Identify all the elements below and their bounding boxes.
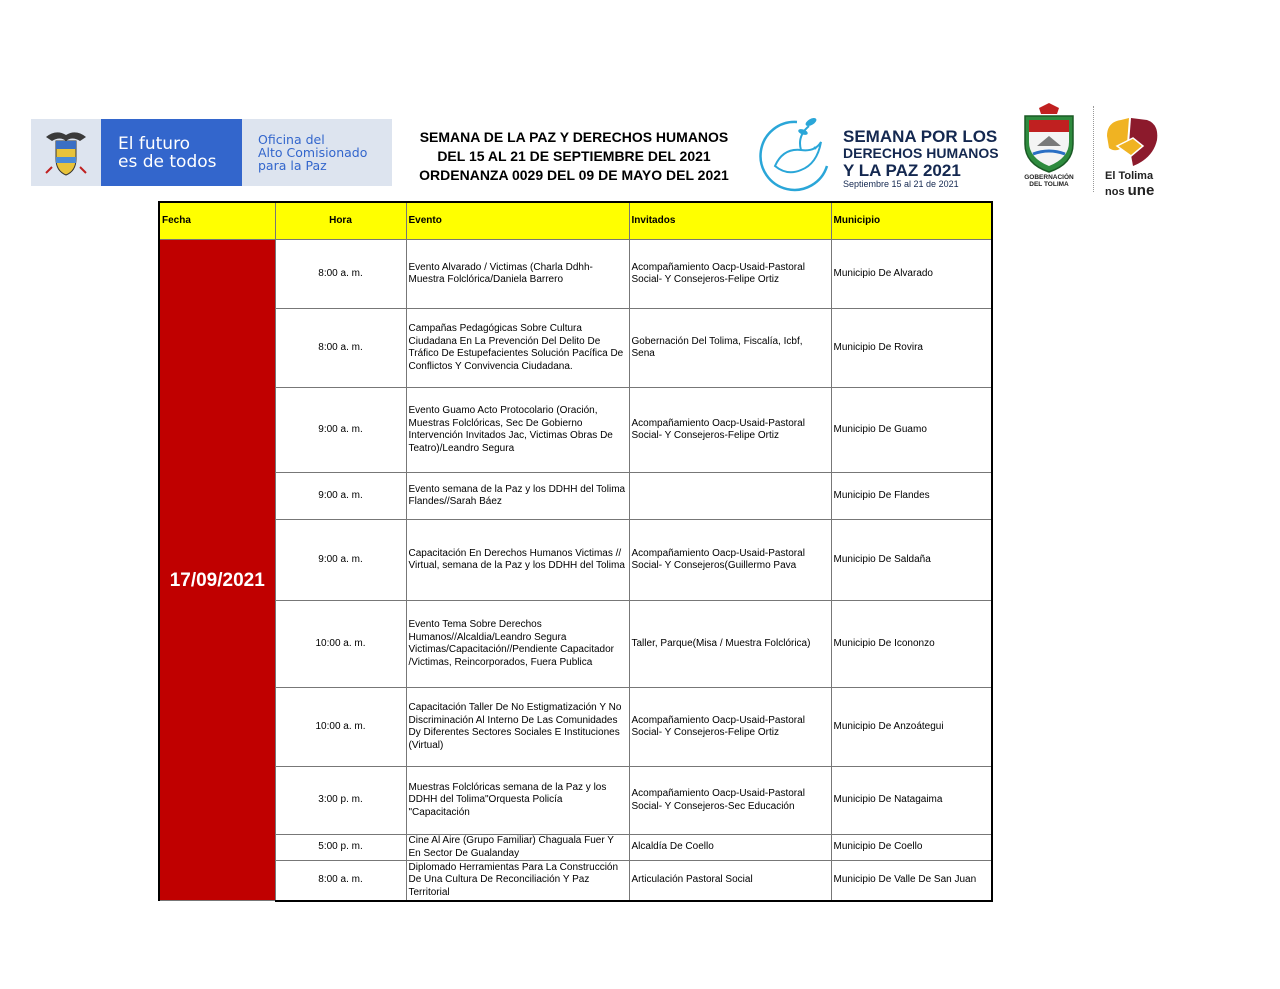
table-row xyxy=(159,240,992,309)
hora-cell: 9:00 a. m. xyxy=(275,473,406,520)
municipio-cell: Municipio De Icononzo xyxy=(831,601,992,688)
une-logo-text: El Tolima nos une xyxy=(1105,170,1155,199)
hora-cell: 8:00 a. m. xyxy=(275,861,406,901)
dove-icon xyxy=(757,108,837,198)
hora-cell: 8:00 a. m. xyxy=(275,309,406,388)
municipio-cell: Municipio De Coello xyxy=(831,835,992,861)
header-municipio: Municipio xyxy=(831,202,992,240)
evento-cell: Capacitación Taller De No Estigmatización Y No Discriminación Al Interno De Las Comunidades Dy Diferentes Sectores Sociales E Instituciones (Virtual) xyxy=(406,688,629,767)
slogan-line: El futuro xyxy=(118,133,191,154)
gov-slogan xyxy=(101,119,240,186)
invitados-cell: Acompañamiento Oacp-Usaid-Pastoral Social- Y Consejeros-Felipe Ortiz xyxy=(629,688,831,767)
page-title xyxy=(398,128,750,185)
table-row xyxy=(159,601,992,688)
evento-cell: Capacitación En Derechos Humanos Victimas // Virtual, semana de la Paz y los DDHH del Tolima xyxy=(406,520,629,601)
hora-cell: 9:00 a. m. xyxy=(275,388,406,473)
table-header-row xyxy=(159,202,992,240)
hora-cell: 9:00 a. m. xyxy=(275,520,406,601)
week-logo-line: SEMANA POR LOS xyxy=(843,127,998,146)
table-row xyxy=(159,309,992,388)
el-tolima-nos-une-logo xyxy=(1103,116,1161,199)
slogan-line: es de todos xyxy=(118,151,217,172)
header-fecha: Fecha xyxy=(159,202,275,240)
municipio-cell: Municipio De Anzoátegui xyxy=(831,688,992,767)
title-line: SEMANA DE LA PAZ Y DERECHOS HUMANOS xyxy=(419,129,729,145)
evento-cell: Evento Tema Sobre Derechos Humanos//Alcaldia/Leandro Segura Victimas/Capacitación//Pendiente Capacitador /Victimas, Reincorporados, Fuera Publica xyxy=(406,601,629,688)
evento-cell: Campañas Pedagógicas Sobre Cultura Ciudadana En La Prevención Del Delito De Tráfico De Estupefacientes Solución Pacífica De Conflictos Y Convivencia Ciudadana. xyxy=(406,309,629,388)
evento-cell: Evento semana de la Paz y los DDHH del Tolima Flandes//Sarah Báez xyxy=(406,473,629,520)
title-line: DEL 15 AL 21 DE SEPTIEMBRE DEL 2021 xyxy=(437,148,711,164)
hora-cell: 8:00 a. m. xyxy=(275,240,406,309)
tolima-shield-icon xyxy=(1017,102,1081,174)
week-logo-line: Y LA PAZ 2021 xyxy=(843,161,961,180)
header-evento: Evento xyxy=(406,202,629,240)
invitados-cell: Acompañamiento Oacp-Usaid-Pastoral Social- Y Consejeros-Felipe Ortiz xyxy=(629,388,831,473)
week-logo xyxy=(843,128,999,190)
hora-cell: 3:00 p. m. xyxy=(275,767,406,835)
invitados-cell: Acompañamiento Oacp-Usaid-Pastoral Social- Y Consejeros-Sec Educación xyxy=(629,767,831,835)
schedule-table xyxy=(158,201,993,902)
title-line: ORDENANZA 0029 DEL 09 DE MAYO DEL 2021 xyxy=(419,167,729,183)
table-row xyxy=(159,388,992,473)
hora-cell: 10:00 a. m. xyxy=(275,601,406,688)
evento-cell: Evento Alvarado / Victimas (Charla Ddhh-Muestra Folclórica/Daniela Barrero xyxy=(406,240,629,309)
date-cell: 17/09/2021 xyxy=(159,240,275,901)
header-invitados: Invitados xyxy=(629,202,831,240)
municipio-cell: Municipio De Rovira xyxy=(831,309,992,388)
table-row xyxy=(159,688,992,767)
seal-caption: GOBERNACIÓN DEL TOLIMA xyxy=(1024,174,1074,188)
invitados-cell: Alcaldía De Coello xyxy=(629,835,831,861)
invitados-cell: Acompañamiento Oacp-Usaid-Pastoral Social- Y Consejeros-Felipe Ortiz xyxy=(629,240,831,309)
office-line: Alto Comisionado xyxy=(258,145,368,160)
invitados-cell: Gobernación Del Tolima, Fiscalía, Icbf, Sena xyxy=(629,309,831,388)
invitados-cell: Taller, Parque(Misa / Muestra Folclórica) xyxy=(629,601,831,688)
invitados-cell xyxy=(629,473,831,520)
table-row xyxy=(159,835,992,861)
municipio-cell: Municipio De Saldaña xyxy=(831,520,992,601)
evento-cell: Evento Guamo Acto Protocolario (Oración, Muestras Folclóricas, Sec De Gobierno Intervención Invitados Jac, Victimas Obras De Teatro)/Leandro Segura xyxy=(406,388,629,473)
municipio-cell: Municipio De Guamo xyxy=(831,388,992,473)
week-logo-dates: Septiembre 15 al 21 de 2021 xyxy=(843,179,959,189)
evento-cell: Muestras Folclóricas semana de la Paz y los DDHH del Tolima"Orquesta Policía "Capacitación xyxy=(406,767,629,835)
municipio-cell: Municipio De Flandes xyxy=(831,473,992,520)
table-row xyxy=(159,473,992,520)
hora-cell: 10:00 a. m. xyxy=(275,688,406,767)
office-name xyxy=(240,119,392,186)
municipio-cell: Municipio De Natagaima xyxy=(831,767,992,835)
logo-divider xyxy=(1093,106,1094,192)
municipio-cell: Municipio De Alvarado xyxy=(831,240,992,309)
office-line: para la Paz xyxy=(258,158,327,173)
table-row xyxy=(159,520,992,601)
gov-banner xyxy=(31,119,392,186)
hora-cell: 5:00 p. m. xyxy=(275,835,406,861)
evento-cell: Diplomado Herramientas Para La Construcción De Una Cultura De Reconciliación Y Paz Territorial xyxy=(406,861,629,901)
handshake-icon xyxy=(1103,116,1161,170)
colombia-coat-of-arms-icon xyxy=(31,119,101,186)
evento-cell: Cine Al Aire (Grupo Familiar) Chaguala Fuer Y En Sector De Gualanday xyxy=(406,835,629,861)
table-row xyxy=(159,861,992,901)
tolima-seal xyxy=(1017,102,1081,194)
invitados-cell: Articulación Pastoral Social xyxy=(629,861,831,901)
table-row xyxy=(159,767,992,835)
office-line: Oficina del xyxy=(258,132,325,147)
invitados-cell: Acompañamiento Oacp-Usaid-Pastoral Social- Y Consejeros(Guillermo Pava xyxy=(629,520,831,601)
municipio-cell: Municipio De Valle De San Juan xyxy=(831,861,992,901)
week-logo-line: DERECHOS HUMANOS xyxy=(843,145,999,161)
header-hora: Hora xyxy=(275,202,406,240)
